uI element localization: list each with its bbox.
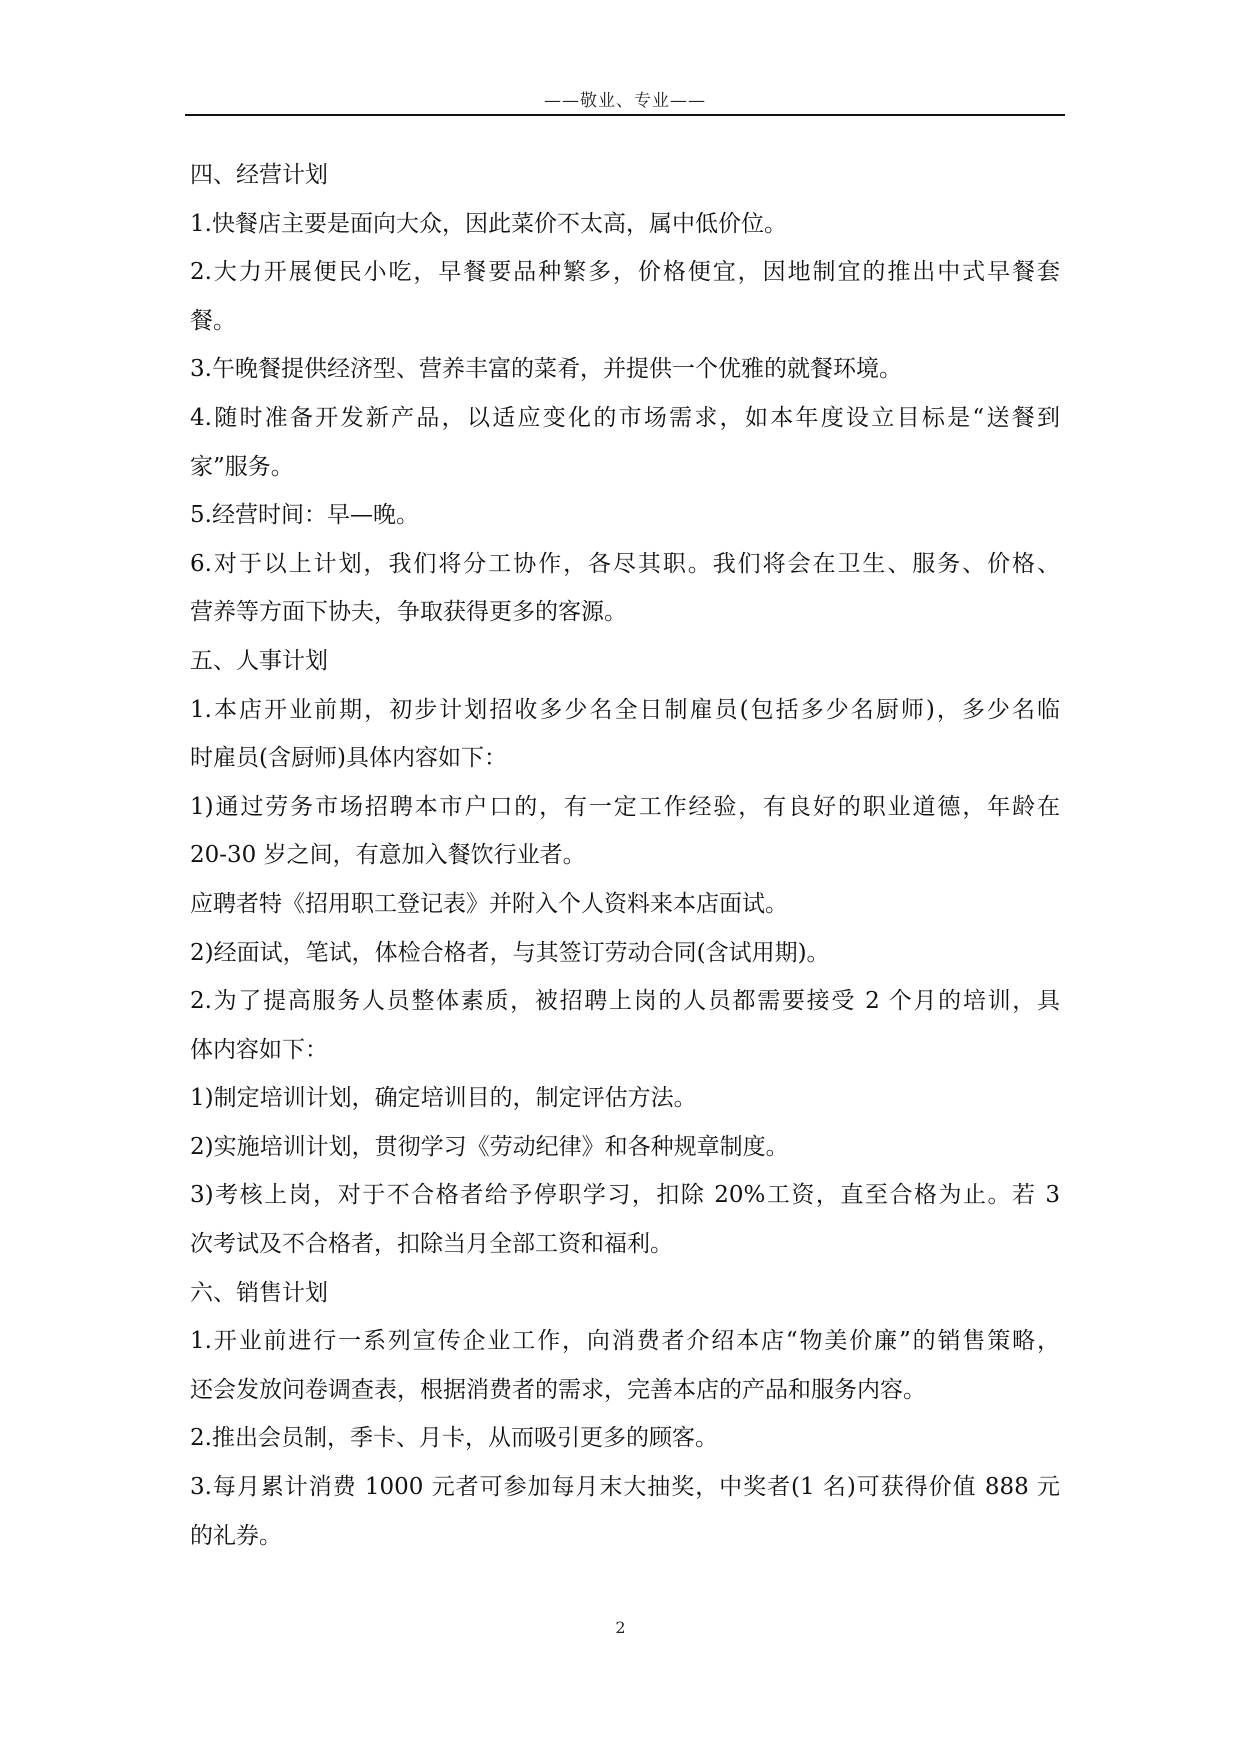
page-header: ——敬业、专业—— [544, 91, 706, 111]
text-line: 五、人事计划 [190, 647, 328, 674]
text-line: 3)考核上岗，对于不合格者给予停职学习，扣除 20%工资，直至合格为止。若 3 [190, 1182, 1060, 1209]
text-line: 4.随时准备开发新产品，以适应变化的市场需求，如本年度设立目标是“送餐到 [190, 404, 1060, 431]
text-line: 营养等方面下协夫，争取获得更多的客源。 [190, 599, 627, 626]
text-line: 20-30 岁之间，有意加入餐饮行业者。 [190, 842, 586, 869]
document-body [190, 151, 1060, 1560]
text-line: 2.推出会员制，季卡、月卡，从而吸引更多的顾客。 [190, 1425, 718, 1452]
text-line: 餐。 [190, 307, 236, 334]
text-line: 1)通过劳务市场招聘本市户口的，有一定工作经验，有良好的职业道德，年龄在 [190, 793, 1060, 820]
text-line: 2)经面试，笔试，体检合格者，与其签订劳动合同(含试用期)。 [190, 939, 830, 966]
text-line: 次考试及不合格者，扣除当月全部工资和福利。 [190, 1231, 673, 1258]
text-line: 6.对于以上计划，我们将分工协作，各尽其职。我们将会在卫生、服务、价格、 [190, 550, 1060, 577]
text-line: 应聘者特《招用职工登记表》并附入个人资料来本店面试。 [190, 890, 788, 917]
text-line: 5.经营时间：早—晚。 [190, 502, 419, 529]
text-line: 3.每月累计消费 1000 元者可参加每月末大抽奖，中奖者(1 名)可获得价值 888 元 [190, 1474, 1060, 1501]
text-line: 3.午晚餐提供经济型、营养丰富的菜肴，并提供一个优雅的就餐环境。 [190, 356, 902, 383]
page-number: 2 [615, 1618, 626, 1637]
text-line: 时雇员(含厨师)具体内容如下： [190, 745, 507, 772]
text-line: 2.大力开展便民小吃，早餐要品种繁多，价格便宜，因地制宜的推出中式早餐套 [190, 259, 1060, 286]
text-line: 2)实施培训计划，贯彻学习《劳动纪律》和各种规章制度。 [190, 1133, 789, 1160]
text-line: 1)制定培训计划，确定培训目的，制定评估方法。 [190, 1085, 697, 1112]
text-line: 还会发放问卷调查表，根据消费者的需求，完善本店的产品和服务内容。 [190, 1376, 926, 1403]
text-line: 体内容如下： [190, 1036, 328, 1063]
text-line: 四、经营计划 [190, 162, 328, 188]
text-line: 1.开业前进行一系列宣传企业工作，向消费者介绍本店“物美价廉”的销售策略， [190, 1328, 1060, 1355]
text-line: 六、销售计划 [190, 1279, 328, 1306]
header-divider [185, 114, 1065, 116]
text-line: 家”服务。 [190, 453, 294, 480]
text-line: 2.为了提高服务人员整体素质，被招聘上岗的人员都需要接受 2 个月的培训，具 [190, 988, 1060, 1015]
text-line: 的礼券。 [190, 1522, 282, 1549]
text-line: 1.快餐店主要是面向大众，因此菜价不太高，属中低价位。 [190, 210, 787, 237]
text-line: 1.本店开业前期，初步计划招收多少名全日制雇员(包括多少名厨师)，多少名临 [190, 696, 1060, 723]
